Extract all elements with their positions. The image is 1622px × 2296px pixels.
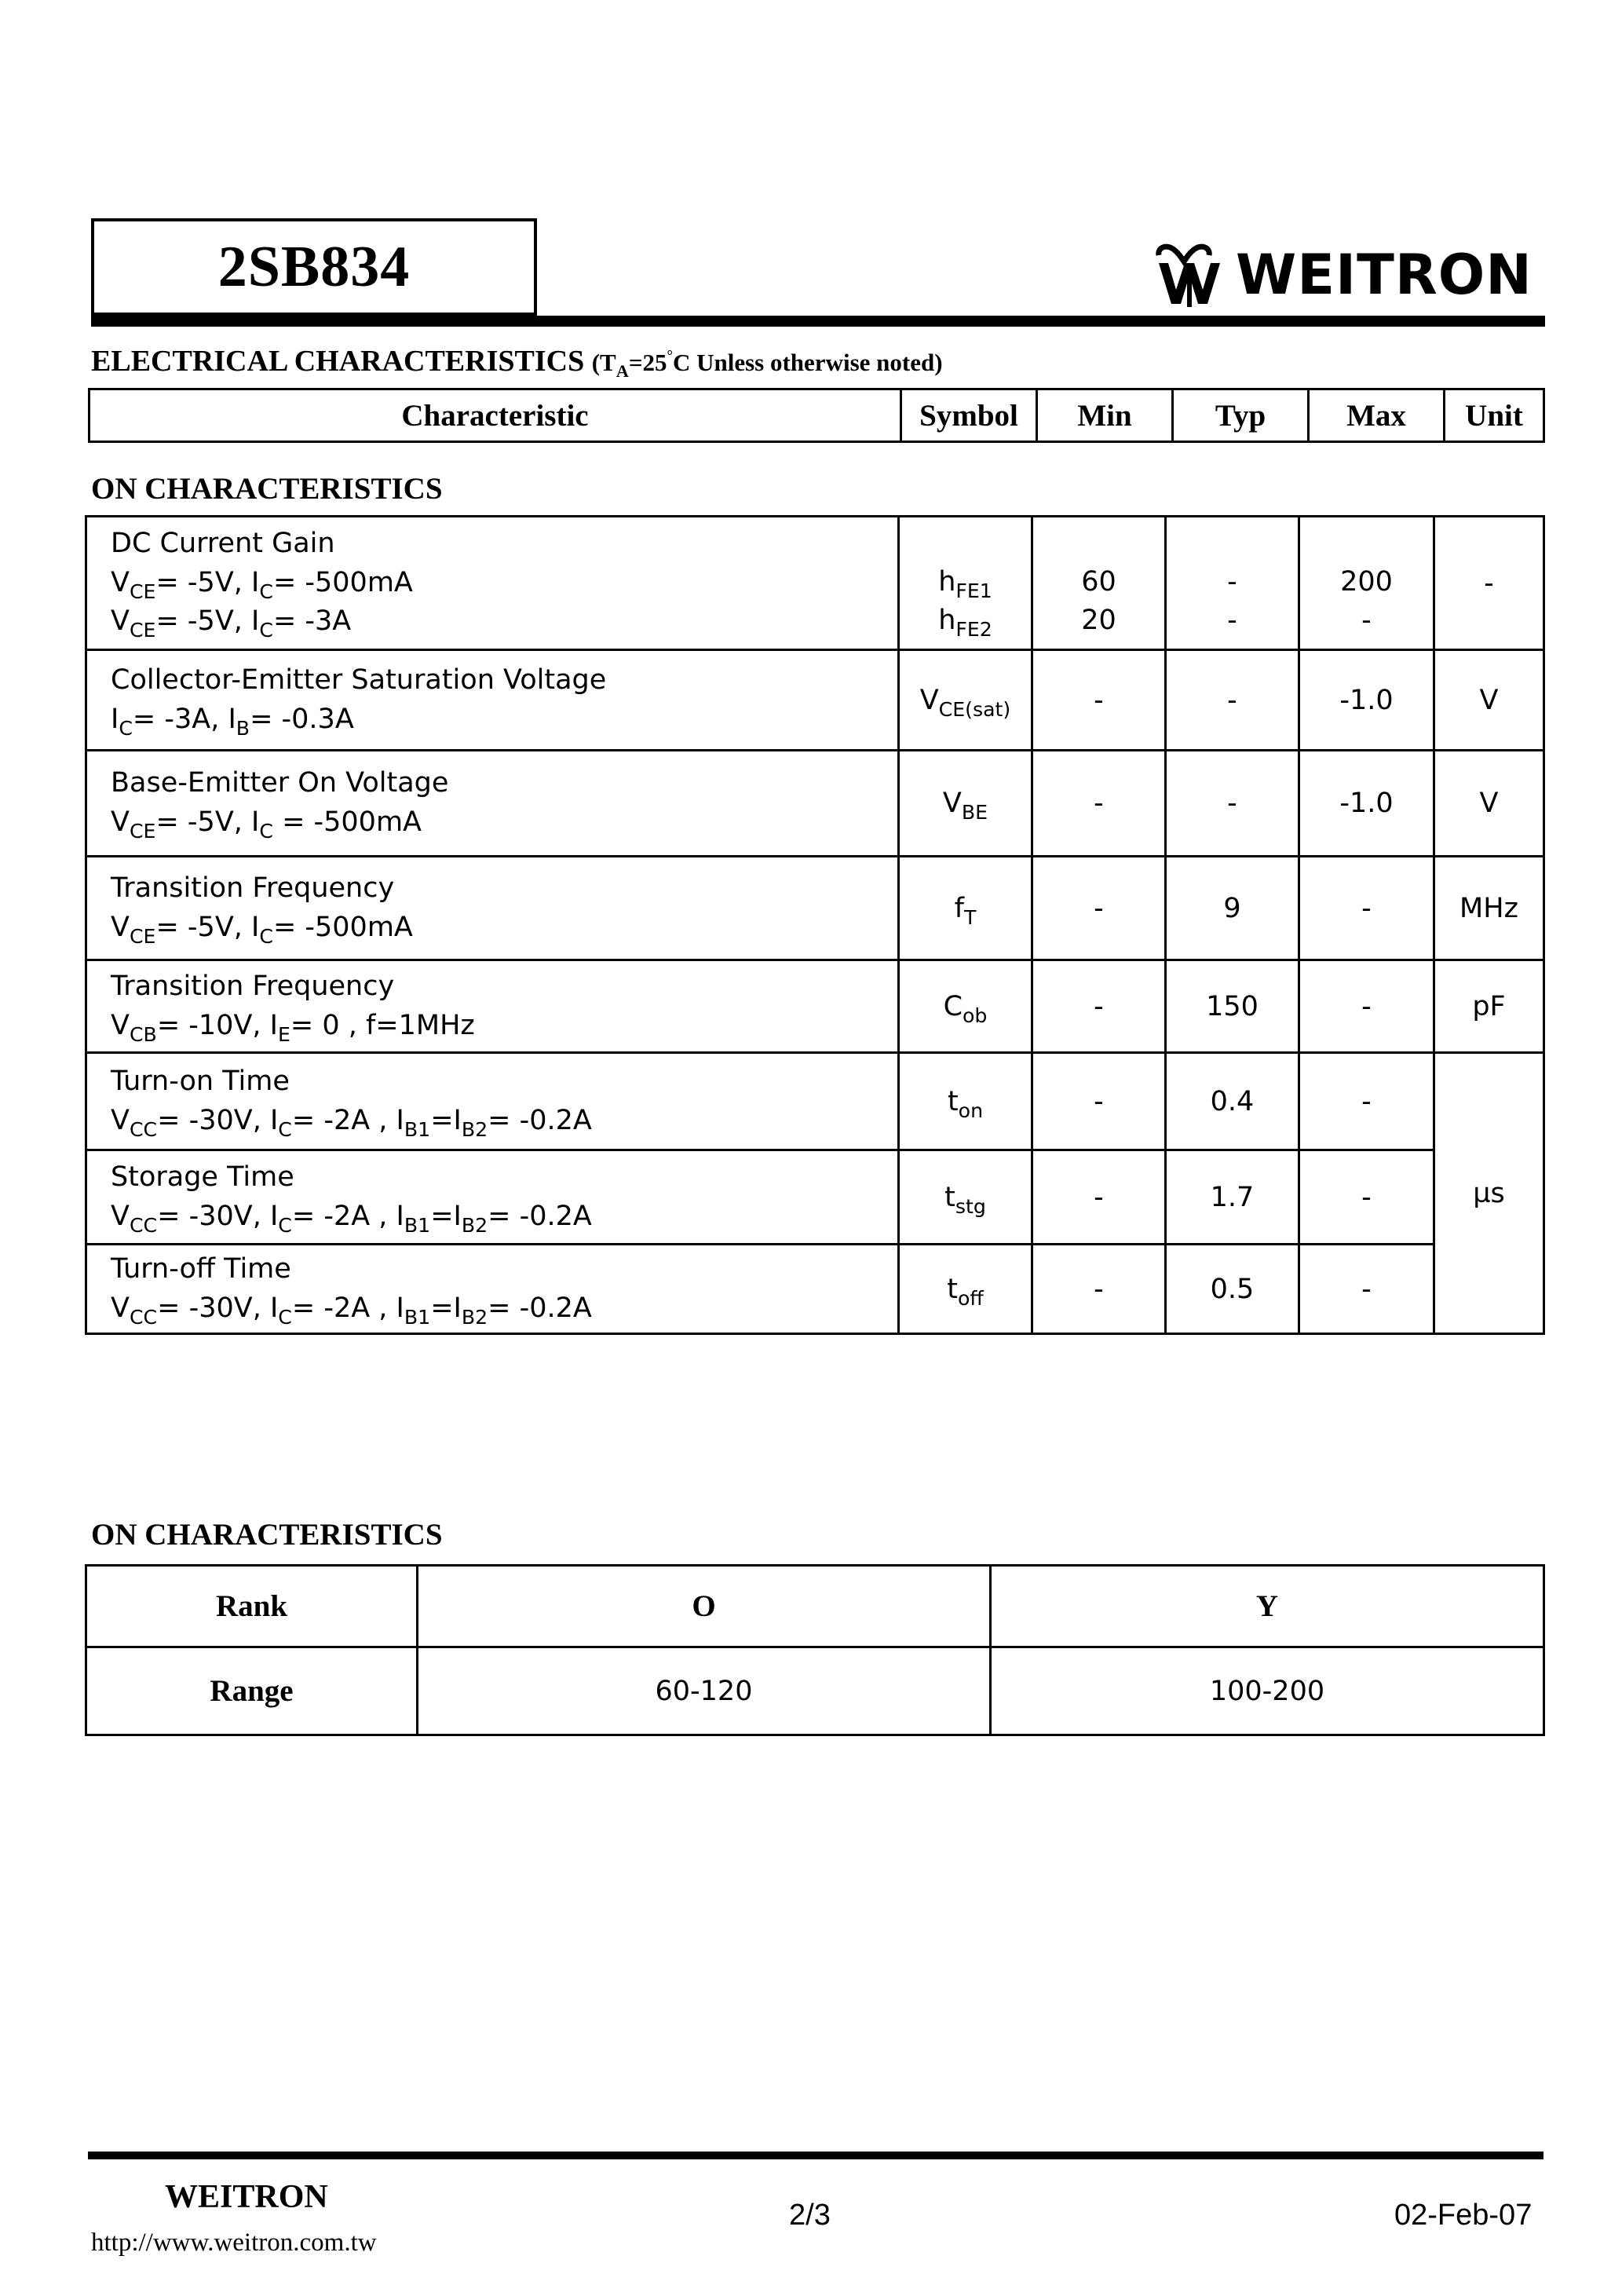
row-condition: $V_{CE}= -5V$, $I_C= -3A$: [111, 605, 352, 642]
row-condition: $V_{CC}= -30V$, $I_C= -2A$ , $I_{B1}=I_{B2}= -0.2A$: [111, 1200, 592, 1237]
column-header-table: [88, 388, 1545, 443]
col-characteristic: Characteristic: [90, 389, 901, 442]
col-typ: Typ: [1173, 389, 1309, 442]
row-title: Base-Emitter On Voltage: [111, 767, 449, 799]
rank-o: O: [418, 1566, 991, 1647]
table-row: [86, 751, 1544, 857]
row-typ: -: [1166, 751, 1299, 857]
rank-y: Y: [991, 1566, 1544, 1647]
ec-cond-deg: °: [667, 347, 673, 364]
ec-cond-rest: C Unless otherwise noted): [672, 349, 943, 376]
table-row: [86, 1245, 1544, 1334]
row-symbol: $C_{ob}$: [899, 960, 1032, 1053]
col-symbol: Symbol: [901, 389, 1037, 442]
range-o: 60-120: [418, 1647, 991, 1735]
row-title: Storage Time: [111, 1161, 294, 1193]
row-condition: $V_{CB}= -10V$, $I_E= 0$ , f=1MHz: [111, 1009, 475, 1046]
weitron-logo-icon: [1154, 241, 1225, 309]
row-max: -: [1299, 1150, 1434, 1245]
ec-title-text: ELECTRICAL CHARACTERISTICS: [91, 345, 585, 378]
row-max: -: [1299, 857, 1434, 960]
switching-unit: µs: [1434, 1053, 1544, 1334]
brand-name: WEITRON: [1236, 243, 1532, 307]
rank-row: [86, 1566, 1544, 1647]
part-number-box: [91, 218, 537, 316]
ec-cond-sub: A: [616, 360, 629, 381]
row-min: -: [1032, 650, 1166, 751]
characteristics-table: [85, 515, 1545, 1335]
row-min: -: [1032, 1245, 1166, 1334]
row-min: -: [1032, 960, 1166, 1053]
col-max: Max: [1309, 389, 1445, 442]
rank-label: Rank: [86, 1566, 418, 1647]
row-condition: $V_{CE}= -5V$, $I_C= -500mA$: [111, 911, 413, 948]
row-description: [86, 1150, 899, 1245]
row-description: [86, 1053, 899, 1150]
row-title: Turn-off Time: [111, 1252, 291, 1285]
part-number: 2SB834: [217, 234, 411, 299]
table-row: [86, 857, 1544, 960]
row-typ: - -: [1166, 517, 1299, 650]
row-condition: $V_{CE}= -5V$, $I_C= -500mA$: [111, 566, 413, 603]
col-min: Min: [1037, 389, 1173, 442]
rank-section-title: ON CHARACTERISTICS: [91, 1518, 443, 1552]
row-typ: 150: [1166, 960, 1299, 1053]
footer-divider: [88, 2152, 1543, 2159]
table-row: [86, 650, 1544, 751]
row-unit: V: [1434, 650, 1544, 751]
range-y: 100-200: [991, 1647, 1544, 1735]
table-row: [86, 1053, 1544, 1150]
row-unit: MHz: [1434, 857, 1544, 960]
brand-logo: [1154, 236, 1532, 314]
row-condition: $I_C= -3A$, $I_B= -0.3A$: [111, 703, 354, 740]
range-label: Range: [86, 1647, 418, 1735]
col-unit: Unit: [1445, 389, 1544, 442]
row-max: -1.0: [1299, 650, 1434, 751]
table-row: [86, 1150, 1544, 1245]
row-description: [86, 960, 899, 1053]
footer-brand: WEITRON: [165, 2179, 328, 2215]
row-min: 60 20: [1032, 517, 1166, 650]
row-symbol: $V_{CE(sat)}$: [899, 650, 1032, 751]
row-min: -: [1032, 857, 1166, 960]
table-row: [86, 517, 1544, 650]
row-title: Transition Frequency: [111, 872, 395, 904]
row-unit: V: [1434, 751, 1544, 857]
row-typ: 9: [1166, 857, 1299, 960]
row-max: 200 -: [1299, 517, 1434, 650]
header-divider: [91, 316, 1545, 327]
row-max: -: [1299, 960, 1434, 1053]
row-condition: $V_{CC}= -30V$, $I_C= -2A$ , $I_{B1}=I_{B2}= -0.2A$: [111, 1104, 592, 1141]
footer-date: 02-Feb-07: [1394, 2199, 1532, 2232]
row-max: -: [1299, 1053, 1434, 1150]
row-title: Transition Frequency: [111, 970, 395, 1002]
row-symbol: $t_{on}$: [899, 1053, 1032, 1150]
table-row: [86, 960, 1544, 1053]
row-description: [86, 517, 899, 650]
row-typ: 0.4: [1166, 1053, 1299, 1150]
ec-condition: [591, 347, 943, 381]
row-typ: 0.5: [1166, 1245, 1299, 1334]
row-min: -: [1032, 1150, 1166, 1245]
column-header-row: [90, 389, 1544, 442]
row-description: [86, 857, 899, 960]
page-number: 2/3: [789, 2199, 831, 2232]
row-symbol: $f_T$: [899, 857, 1032, 960]
row-max: -: [1299, 1245, 1434, 1334]
row-symbol: $h_{FE1}$ $h_{FE2}$: [899, 517, 1032, 650]
row-min: -: [1032, 1053, 1166, 1150]
range-row: [86, 1647, 1544, 1735]
row-unit: pF: [1434, 960, 1544, 1053]
row-title: DC Current Gain: [111, 527, 335, 559]
row-symbol: $t_{off}$: [899, 1245, 1032, 1334]
row-symbol: $t_{stg}$: [899, 1150, 1032, 1245]
rank-table: [85, 1564, 1545, 1736]
ec-cond-eq: =25: [628, 349, 667, 376]
on-characteristics-title: ON CHARACTERISTICS: [91, 472, 443, 506]
row-description: [86, 1245, 899, 1334]
row-title: Collector-Emitter Saturation Voltage: [111, 664, 607, 696]
row-description: [86, 751, 899, 857]
row-description: [86, 650, 899, 751]
row-title: Turn-on Time: [111, 1065, 290, 1097]
row-typ: -: [1166, 650, 1299, 751]
electrical-characteristics-title: [91, 344, 943, 381]
row-max: -1.0: [1299, 751, 1434, 857]
footer-url[interactable]: http://www.weitron.com.tw: [91, 2228, 377, 2257]
row-unit: -: [1434, 517, 1544, 650]
row-condition: $V_{CE}= -5V$, $I_C = -500mA$: [111, 806, 422, 843]
row-condition: $V_{CC}= -30V$, $I_C= -2A$ , $I_{B1}=I_{B2}= -0.2A$: [111, 1292, 592, 1329]
ec-cond-open: (T: [591, 349, 616, 376]
row-typ: 1.7: [1166, 1150, 1299, 1245]
row-min: -: [1032, 751, 1166, 857]
row-symbol: $V_{BE}$: [899, 751, 1032, 857]
